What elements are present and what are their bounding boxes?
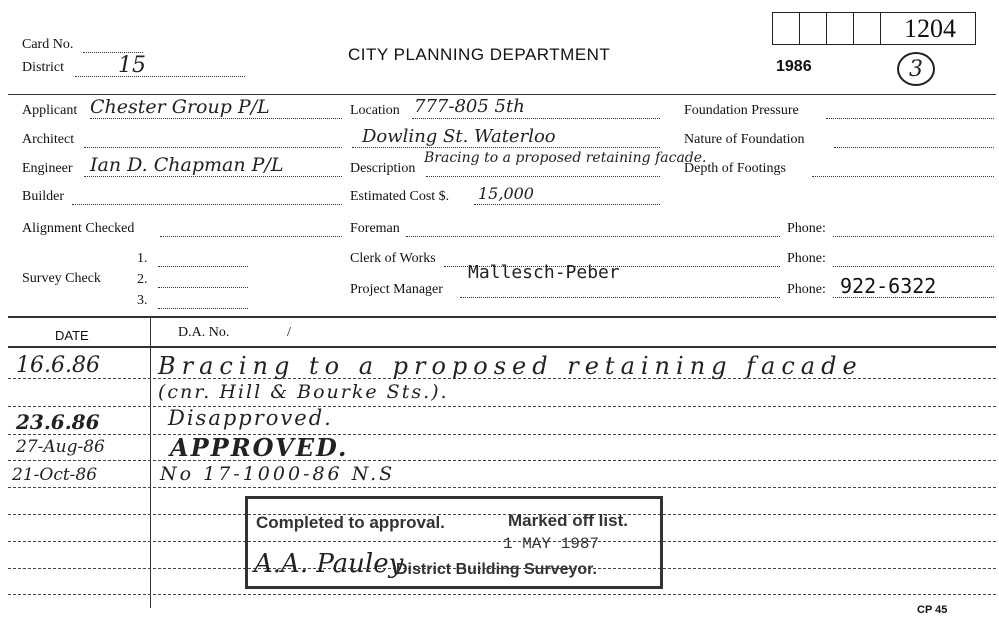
number-box-cell bbox=[799, 12, 827, 45]
form-code: CP 45 bbox=[917, 604, 948, 616]
log-da-header: D.A. No. bbox=[178, 325, 230, 340]
survey-line-1 bbox=[158, 266, 248, 267]
clerk-label: Clerk of Works bbox=[350, 251, 436, 266]
survey-line-2 bbox=[158, 287, 248, 288]
location-line bbox=[412, 118, 660, 119]
engineer-value: Ian D. Chapman P/L bbox=[90, 154, 284, 176]
phone-line-3 bbox=[833, 297, 994, 298]
project-manager-line bbox=[460, 297, 780, 298]
log-column-divider bbox=[150, 318, 151, 608]
log-row-4-entry: APPROVED. bbox=[170, 433, 349, 462]
log-rule bbox=[8, 434, 996, 435]
location-line-2 bbox=[352, 147, 660, 148]
stamp-line-2: District Building Surveyor. bbox=[396, 561, 597, 578]
log-header-rule bbox=[8, 346, 996, 348]
log-date-header: DATE bbox=[55, 328, 89, 343]
number-box-cell bbox=[853, 12, 881, 45]
phone-label-3: Phone: bbox=[787, 282, 826, 297]
stamp-date: 1 MAY 1987 bbox=[503, 535, 600, 553]
nature-foundation-line bbox=[834, 147, 994, 148]
log-row-5-date: 21-Oct-86 bbox=[12, 465, 98, 485]
phone-label-2: Phone: bbox=[787, 251, 826, 266]
log-top-rule bbox=[8, 316, 996, 318]
circled-number-text: 3 bbox=[909, 57, 923, 82]
estimated-cost-label: Estimated Cost $. bbox=[350, 189, 450, 204]
phone-line-1 bbox=[833, 236, 994, 237]
applicant-line bbox=[90, 118, 342, 119]
foundation-pressure-line bbox=[826, 118, 994, 119]
card-no-label: Card No. bbox=[22, 37, 74, 52]
location-value: 777-805 5th bbox=[414, 96, 525, 117]
phone-value: 922-6322 bbox=[840, 274, 937, 298]
district-value: 15 bbox=[118, 53, 146, 78]
survey-item-2: 2. bbox=[137, 272, 148, 287]
log-rule bbox=[8, 460, 996, 461]
alignment-line bbox=[160, 236, 342, 237]
survey-item-3: 3. bbox=[137, 293, 148, 308]
card-number: 1204 bbox=[904, 14, 956, 43]
foreman-label: Foreman bbox=[350, 221, 400, 236]
survey-line-3 bbox=[158, 308, 248, 309]
location-label: Location bbox=[350, 103, 400, 118]
phone-label-1: Phone: bbox=[787, 221, 826, 236]
estimated-cost-value: 15,000 bbox=[478, 184, 534, 203]
number-box-cell bbox=[826, 12, 854, 45]
header-divider bbox=[8, 94, 996, 95]
architect-label: Architect bbox=[22, 132, 75, 147]
project-manager-label: Project Manager bbox=[350, 282, 443, 297]
description-value: Bracing to a proposed retaining facade. bbox=[424, 150, 707, 166]
number-box-cell bbox=[772, 12, 800, 45]
district-line bbox=[75, 76, 245, 77]
log-row-3-entry: Disapproved. bbox=[168, 406, 333, 430]
builder-line bbox=[72, 204, 342, 205]
engineer-line bbox=[84, 176, 342, 177]
project-manager-value: Mallesch-Peber bbox=[468, 262, 620, 283]
nature-foundation-label: Nature of Foundation bbox=[684, 132, 805, 147]
engineer-label: Engineer bbox=[22, 161, 73, 176]
log-rule bbox=[8, 406, 996, 407]
survey-check-label: Survey Check bbox=[22, 271, 101, 286]
applicant-label: Applicant bbox=[22, 103, 78, 118]
builder-label: Builder bbox=[22, 189, 64, 204]
district-label: District bbox=[22, 60, 64, 75]
year: 1986 bbox=[776, 58, 812, 75]
log-row-1-entry: Bracing to a proposed retaining facade bbox=[158, 352, 863, 380]
log-row-4-date: 27-Aug-86 bbox=[16, 437, 105, 457]
depth-footings-label: Depth of Footings bbox=[684, 161, 786, 176]
log-da-slash: / bbox=[287, 325, 291, 340]
log-row-2-entry: (cnr. Hill & Bourke Sts.). bbox=[158, 381, 449, 403]
stamp-signature: A.A. Pauley bbox=[254, 549, 404, 579]
alignment-label: Alignment Checked bbox=[22, 221, 135, 236]
page-title: CITY PLANNING DEPARTMENT bbox=[348, 45, 611, 64]
circled-number bbox=[897, 52, 935, 86]
log-row-5-entry: No 17-1000-86 N.S bbox=[160, 463, 396, 485]
stamp-line-1: Completed to approval. bbox=[256, 513, 445, 532]
stamp-line-1b: Marked off list. bbox=[508, 511, 628, 530]
foreman-line bbox=[406, 236, 780, 237]
phone-line-2 bbox=[833, 266, 994, 267]
log-rule bbox=[8, 487, 996, 488]
applicant-value: Chester Group P/L bbox=[90, 96, 270, 118]
log-row-3-date: 23.6.86 bbox=[16, 410, 100, 434]
survey-item-1: 1. bbox=[137, 251, 148, 266]
estimated-cost-line bbox=[474, 204, 660, 205]
description-line bbox=[426, 176, 660, 177]
architect-line bbox=[84, 147, 342, 148]
description-label: Description bbox=[350, 161, 416, 176]
log-row-1-date: 16.6.86 bbox=[16, 353, 100, 378]
log-rule bbox=[8, 594, 996, 595]
approval-stamp bbox=[245, 496, 663, 589]
location-value-2: Dowling St. Waterloo bbox=[362, 126, 556, 147]
depth-footings-line bbox=[812, 176, 994, 177]
foundation-pressure-label: Foundation Pressure bbox=[684, 103, 799, 118]
